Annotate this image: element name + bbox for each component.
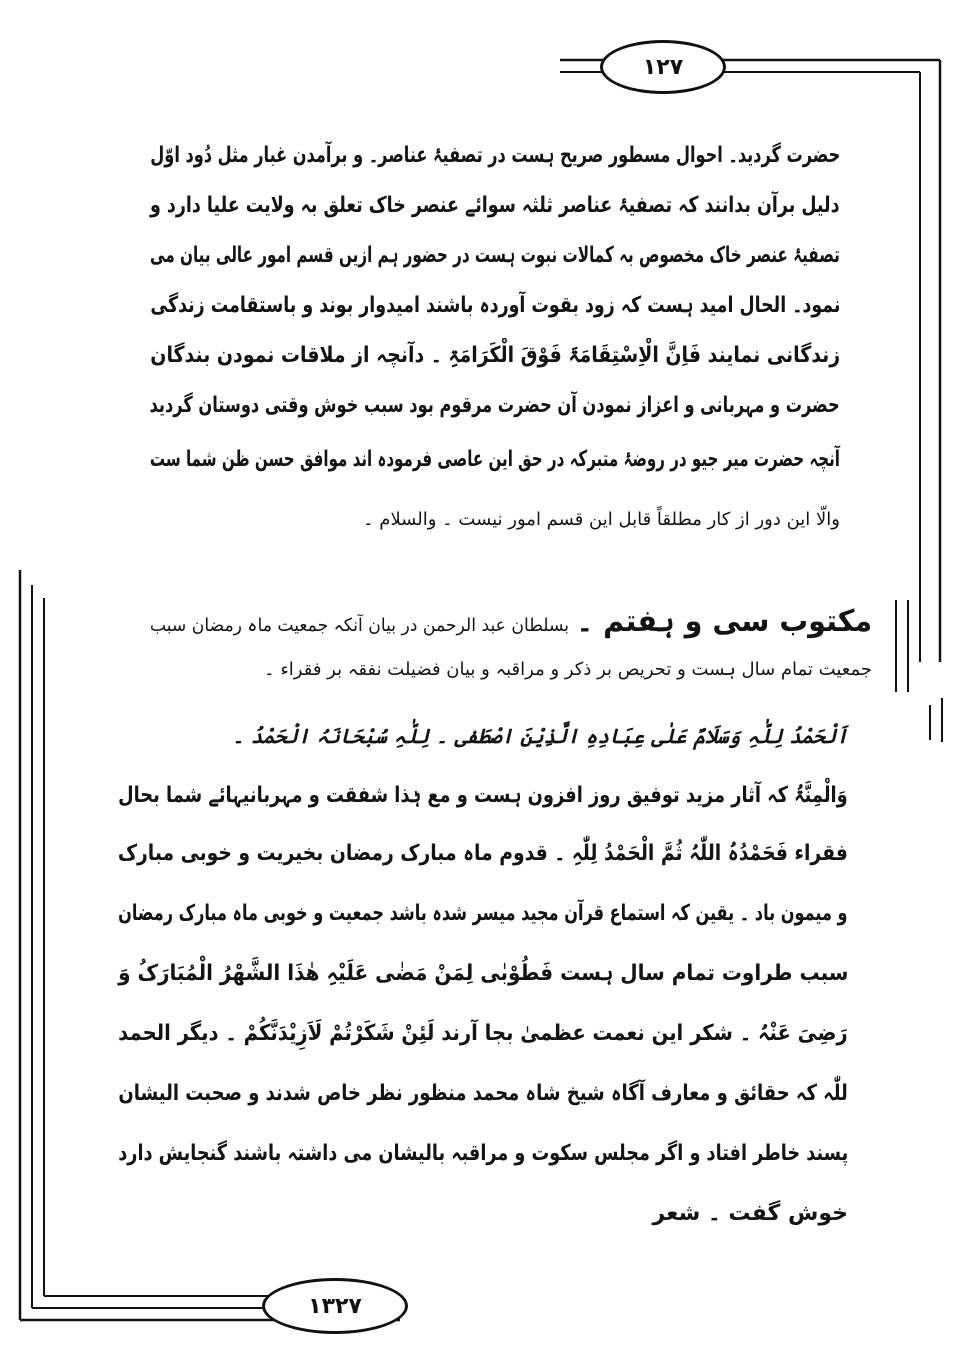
text-line: والّا این دور از کار مطلقاً قابل این قسم امور نیست ۔ والسلام ۔ [363,509,840,530]
text-line: للّٰہ کہ حقائق و معارف آگاہ شیخ شاہ محمد منظور نظر خاص شدند و صحبت الیشان [118,1081,848,1106]
page-number-top: ۱۲۷ [600,40,726,94]
text-line: آنچہ حضرت میر جیو در روضۂ متبرکہ در حق این عاصی فرمودہ اند موافق حسن ظن شما ست [149,447,840,472]
text-line: پسند خاطر افتاد و اگر مجلس سکوت و مراقبہ بالیشان می داشتہ باشند گنجایش دارد [117,1141,848,1166]
text-line: سبب طراوت تمام سال ہست فَطُوْبٰی لِمَنْ مَضٰی عَلَیْہِ ھٰذَا الشَّھْرُ الْمُبَارَکُ وَ [117,961,848,986]
letter-heading-rest: بسلطان عبد الرحمن در بیان آنکہ جمعیت ماہ رمضان سبب [149,615,569,636]
text-line: وَالْمِنَّۃُ کہ آثار مزید توفیق روز افزون ہست و مع ہٰذا شفقت و مہربانیہائے شما بحال [118,783,848,808]
text-line: جمعیت تمام سال ہست و تحریص بر ذکر و مراقبہ و بیان فضیلت نفقہ بر فقراء ۔ [264,659,872,680]
text-line: نمود۔ الحال امید ہست کہ زود بقوت آوردہ باشند امیدوار بوند و باستقامت زندگی [149,293,840,318]
letter-body [118,700,848,1240]
text-line: و میمون باد ۔ یقین کہ استماع قرآن مجید میسر شدہ باشد جمعیت و خوبی ماہ مبارک رمضان [118,901,848,926]
text-line: فقراء فَحَمْدُہُ اللّٰہُ ثُمَّ الْحَمْدُ لِلّٰہِ ۔ قدوم ماہ مبارک رمضان بخیریت و خوبی مبارک [117,841,848,866]
letter-heading-block [150,570,872,710]
letter-continuation [150,110,840,590]
arabic-opening: اَلْحَمْدُ لِلّٰہِ وَسَلَامٌ عَلٰی عِبَادِہِ الَّذِیْنَ اصْطَفٰی ۔ لِلّٰہِ سُبْحَانَہُ الْحَمْدُ ۔ [232,724,848,748]
text-line: زندگانی نمایند فَاِنَّ الْاِسْتِقَامَۃَ فَوْقَ الْکَرَامَۃِ ۔ دآنچہ از ملاقات نمودن بندگان [150,343,840,368]
letter-heading-line [150,602,872,646]
text-line: تصفیۂ عنصر خاک مخصوص بہ کمالات نبوت ہست در حضور ہم ازیں قسم امور عالی بیان می [150,243,840,268]
letter-heading: مکتوب سی و ہفتم ۔ [576,604,872,639]
text-line: دلیل برآن بدانند کہ تصفیۂ عناصر ثلثہ سوائے عنصر خاک تعلق بہ ولایت علیا دارد و [150,193,840,218]
text-line: خوش گفت ۔ شعر [652,1201,848,1226]
page-number-bottom: ۱۳۲۷ [262,1278,408,1334]
text-line: حضرت و مہربانی و اعزاز نمودن آن حضرت مرقوم بود سبب خوش وقتی دوستان گردید [149,393,840,418]
text-line: رَضِیَ عَنْہُ ۔ شکر این نعمت عظمیٰ بجا آرند لَئِنْ شَکَرْتُمْ لَاَزِیْدَنَّکُمْ ۔ دیگر الحمد [118,1021,848,1046]
text-line: حضرت گردید۔ احوال مسطور صریح ہست در تصفیۂ عناصر۔ و برآمدن غبار مثل دُود اوّل [150,143,840,168]
